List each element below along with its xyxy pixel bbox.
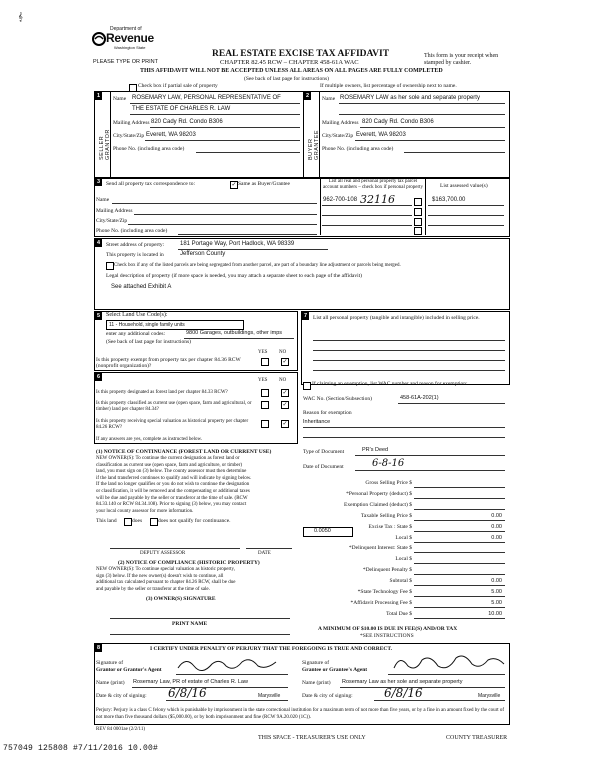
sec3-mail-label: Mailing Address (96, 208, 133, 214)
personal-property-checkbox-4[interactable] (414, 227, 422, 235)
doc-date-label: Date of Document (303, 464, 344, 470)
personal-property-label: List all personal property (tangible and intangible) included in selling price. (313, 315, 480, 321)
warning-text: THIS AFFIDAVIT WILL NOT BE ACCEPTED UNLESS ALL AREAS ON ALL PAGES ARE FULLY COMPLETED (140, 68, 443, 74)
minimum-due-note: A MINIMUM OF $10.00 IS DUE IN FEE(S) AND/OR TAX (318, 626, 458, 632)
historic-question: Is this property receiving special valuation as historical property per chapter 84.26 RCW? (96, 419, 249, 430)
tax-row-label: Subtotal $ (389, 578, 412, 584)
dor-logo (92, 26, 152, 58)
grantor-city-value[interactable]: Marysville (258, 693, 281, 699)
street-value[interactable]: 181 Portage Way, Port Hadlock, WA 98339 (180, 241, 295, 247)
notice-continuance-line: NEW OWNER(S): To continue the current designation as forest land or (96, 456, 240, 461)
section-7-number: 7 (303, 313, 308, 319)
grantee-signature (392, 652, 506, 674)
notice-continuance-line: If the land no longer qualifies or you do not wish to continue the designation (96, 482, 250, 488)
tax-row-line (414, 531, 505, 532)
tax-row-value[interactable]: 10.00 (488, 611, 502, 617)
receipt-note: This form is your receipt when stamped by cashier. (424, 53, 499, 66)
exempt-question: Is this property exempt from property tax per chapter 84.36 RCW (nonprofit organization)? (96, 357, 241, 369)
does-label: does (132, 518, 143, 524)
notice-compliance-body (96, 567, 236, 593)
grantor-sig-label2: Grantor or Grantor's Agent (96, 667, 162, 673)
seller-city-label: City/State/Zip (113, 133, 145, 139)
forest-yes-checkbox[interactable] (261, 389, 269, 397)
grantor-name-value[interactable]: Rosemary Law, PR of estate of Charles R. Law (133, 679, 248, 685)
sec3-name-label: Name (96, 197, 110, 203)
seller-mail-label: Mailing Address (113, 120, 150, 126)
deputy-assessor-label: DEPUTY ASSESSOR (140, 551, 186, 556)
buyer-side-label: BUYER GRANTEE (308, 129, 320, 160)
notice-continuance-line: will be due and payable by the seller or transferor at the time of sale. (RCW (96, 495, 248, 501)
county-treasurer: COUNTY TREASURER (446, 735, 508, 741)
rev-number: REV 84 0001ae (2/2/11) (96, 727, 146, 732)
print-name-label: PRINT NAME (172, 621, 208, 627)
tax-row-value[interactable]: 0.00 (491, 513, 502, 519)
does-not-checkbox[interactable] (150, 518, 158, 526)
personal-property-checkbox-3[interactable] (414, 218, 422, 226)
notice-continuance-line: land, you must sign on (3) below. The county assessor must then determine (96, 469, 247, 475)
perjury-text: Perjury: Perjury is a class C felony which is punishable by imprisonment in the state correctional institution for a maximum term of not more than five years, or by a fine in an amount fixed by the court of not more than five thousand dollars ($5,000.00), or by both imprisonment and fine (RCW 9A.20.020 (1C)). (96, 708, 505, 720)
notice-continuance-body (96, 456, 251, 515)
wac-value[interactable]: 458-61A-202(1) (400, 395, 439, 401)
tax-row-label: Total Due $ (386, 611, 412, 617)
sec5-no-header: NO (279, 350, 287, 355)
tax-row-line (414, 618, 505, 619)
parcel-header: List all real and personal property tax parcel account numbers – check box if personal property (322, 179, 424, 190)
assessed-header: List assessed value(s) (440, 183, 488, 189)
section-6-number: 6 (96, 374, 101, 380)
seller-phone-label: Phone No. (including area code) (113, 146, 185, 152)
form-chapter: CHAPTER 82.45 RCW – CHAPTER 458-61A WAC (220, 59, 359, 66)
segregated-checkbox[interactable] (106, 262, 114, 270)
county-label: This property is located in (106, 252, 164, 258)
form-title: REAL ESTATE EXCISE TAX AFFIDAVIT (212, 49, 390, 59)
land-use-select[interactable] (106, 320, 244, 330)
section-7-box (301, 311, 510, 385)
notice-continuance-title: (1) NOTICE OF CONTINUANCE (FOREST LAND OR CURRENT USE) (96, 449, 272, 455)
does-checkbox[interactable] (124, 518, 132, 526)
section-1-number: 1 (96, 93, 101, 99)
tax-row-value[interactable]: 5.00 (491, 589, 502, 595)
sec5-yes-header: YES (258, 350, 268, 355)
see-instructions-note: *SEE INSTRUCTIONS (360, 633, 414, 639)
tax-row-label: Gross Selling Price $ (365, 480, 412, 486)
partial-sale-label: Check box if partial sale of property (138, 83, 218, 89)
answer-note: If any answers are yes, complete as instructed below. (96, 437, 203, 442)
additional-codes-value[interactable]: 9800 Garages, outbuildings, other imps (186, 330, 283, 336)
owner-signature-label: (3) OWNER(S) SIGNATURE (146, 596, 216, 602)
section-3-number: 3 (96, 179, 101, 185)
notice-continuance-line: or classification, it will be removed and the compensating or additional taxes (96, 488, 250, 494)
grantee-sig-label2: Grantee or Grantee's Agent (302, 667, 368, 673)
tax-row-value[interactable]: 0.00 (491, 535, 502, 541)
exhibit-text: See attached Exhibit A (111, 284, 172, 290)
grantor-signature (176, 654, 286, 674)
seller-side-label: SELLER GRANTOR (99, 129, 111, 160)
tax-row-line (414, 607, 505, 608)
tax-row-label: *Delinquent Penalty $ (362, 567, 412, 573)
tax-row-label: Excise Tax : State $ (368, 524, 412, 530)
tax-row-line (414, 585, 505, 586)
historic-no-checkbox[interactable]: ✓ (282, 420, 288, 427)
tax-row-line (414, 596, 505, 597)
additional-codes-label: enter any additional codes: (106, 331, 166, 337)
seller-city-value[interactable]: Everett, WA 98203 (146, 132, 196, 138)
send-correspondence-label: Send all property tax correspondence to: (106, 181, 196, 187)
tax-row-line (414, 487, 505, 488)
sec3-city-label: City/State/Zip (96, 218, 128, 224)
tax-row-label: Local $ (395, 535, 412, 541)
current-use-no-checkbox[interactable]: ✓ (282, 401, 288, 408)
tax-row-line (414, 574, 505, 575)
legal-description-label: Legal description of property (if more space is needed, you may attach a separate sheet to each page of the affidavit) (106, 273, 362, 279)
reason-label: Reason for exemption (303, 410, 352, 416)
logo-name-text: Revenue (106, 31, 154, 45)
tax-row-line (414, 542, 505, 543)
doc-type-label: Type of Document (303, 449, 345, 455)
buyer-mail-label: Mailing Address (322, 120, 359, 126)
certify-text: I CERTIFY UNDER PENALTY OF PERJURY THAT THE FOREGOING IS TRUE AND CORRECT. (150, 646, 393, 652)
notice-continuance-line: if the land transferred continues to qualify and will indicate by signing below. (96, 475, 252, 481)
logo-swirl-icon (92, 32, 106, 46)
tax-row-line (414, 509, 505, 510)
grantor-name-label: Name (print) (96, 680, 125, 686)
same-as-buyer-label: Same as Buyer/Grantee (238, 181, 290, 187)
tax-row-value[interactable]: 5.00 (491, 600, 502, 606)
buyer-name-label: Name (322, 96, 336, 102)
grantor-date-label: Date & city of signing: (96, 693, 147, 699)
county-value: Jefferson County (180, 251, 226, 257)
grantee-date-value[interactable]: 6/8/16 (384, 686, 423, 700)
personal-property-checkbox-1[interactable] (414, 198, 422, 206)
see-back-top: (See back of last page for instructions) (244, 76, 329, 82)
notice-compliance-line: and payable by the seller or transferor at the time of sale. (96, 586, 210, 592)
scan-mark: 𝄞 (18, 12, 23, 21)
parcel-handwritten: 32116 (360, 193, 395, 206)
section-2-number: 2 (305, 93, 310, 99)
land-label: This land (96, 518, 117, 524)
reason-value[interactable]: Inheritance (303, 419, 331, 425)
grantor-sig-label1: Signature of (96, 660, 124, 666)
sec6-no-header: NO (279, 378, 287, 383)
please-type: PLEASE TYPE OR PRINT (93, 59, 159, 65)
local-rate-value: 0.0050 (314, 528, 331, 534)
land-use-code: 11 - Household, single family units (109, 322, 185, 328)
treasurer-stamp: 757049 125808 #7/11/2016 10.00# (3, 744, 159, 753)
notice-continuance-line: classification as current use (open space, farm and agriculture, or timber) (96, 462, 243, 468)
tax-row-label: *Personal Property (deduct) $ (346, 491, 412, 497)
sec5-see-back: (See back of last page for instructions) (106, 339, 191, 345)
notice-compliance-line: sign (3) below. If the new owner(s) doesn't wish to continue, all (96, 573, 224, 579)
logo-state-text: Washington State (114, 45, 146, 50)
notice-compliance-line: NEW OWNER(S): To continue special valuation as historic property, (96, 567, 235, 572)
historic-yes-checkbox[interactable] (261, 420, 269, 428)
tax-row-line (414, 552, 505, 553)
grantor-date-value[interactable]: 6/8/16 (168, 686, 207, 700)
tax-row-line (414, 520, 505, 521)
grantee-name-value[interactable]: Rosemary Law as her sole and separate property (342, 679, 463, 685)
grantee-date-label: Date & city of signing: (302, 693, 353, 699)
does-not-label: does not qualify for continuance. (158, 518, 231, 524)
forest-question: Is this property designated as forest land per chapter 84.33 RCW? (96, 390, 228, 395)
current-use-question: Is this property classified as current use (open space, farm and agricultural, or timber) land per chapter 84.34? (96, 401, 252, 412)
assessed-value[interactable]: $163,700.00 (432, 197, 466, 203)
notice-compliance-line: additional tax calculated pursuant to chapter 84.26 RCW, shall be due (96, 580, 236, 586)
grantee-name-label: Name (print) (302, 680, 331, 686)
notice-continuance-line: your local county assessor for more information. (96, 508, 194, 514)
tax-row-label: Taxable Selling Price $ (360, 513, 412, 519)
seller-name-label: Name (113, 96, 127, 102)
tax-row-value[interactable]: 0.00 (491, 524, 502, 530)
tax-row-label: *Delinquent Interest: State $ (348, 545, 412, 551)
exempt-yes-checkbox[interactable] (261, 358, 269, 366)
buyer-mail-value[interactable]: 820 Cady Rd. Condo B306 (362, 119, 434, 125)
parcel-number-value[interactable]: 962-700-108 (323, 197, 358, 203)
seller-mail-value[interactable]: 820 Cady Rd. Condo B306 (151, 119, 223, 125)
tax-row-value[interactable]: 0.00 (491, 578, 502, 584)
same-as-buyer-checkbox[interactable]: ✓ (231, 181, 237, 188)
exemption-checkbox[interactable] (303, 382, 311, 390)
exempt-no-checkbox[interactable]: ✓ (282, 358, 288, 365)
deputy-date-label: DATE (258, 551, 271, 556)
seller-name2-value[interactable]: THE ESTATE OF CHARLES R. LAW (132, 106, 231, 112)
street-label: Street address of property: (106, 242, 165, 248)
current-use-yes-checkbox[interactable] (261, 401, 269, 409)
local-rate-box[interactable] (303, 527, 353, 537)
segregated-label: Check box if any of the listed parcels are being segregated from another parcel, are part of a boundary line adjustment or parcels being merged. (114, 263, 401, 268)
sec6-yes-header: YES (258, 378, 268, 383)
tax-row-line (414, 563, 505, 564)
exemption-label: If claiming an exemption, list WAC number and reason for exemption: (312, 381, 468, 387)
forest-no-checkbox[interactable]: ✓ (282, 389, 288, 396)
tax-row-label: *State Technology Fee $ (357, 589, 412, 595)
wac-label: WAC No. (Section/Subsection) (303, 396, 372, 402)
buyer-phone-label: Phone No. (including area code) (322, 146, 394, 152)
grantee-sig-label1: Signature of (302, 660, 330, 666)
notice-continuance-line: 84.33.140 or RCW 84.34.108). Prior to signing (3) below, you may contact (96, 502, 247, 508)
logo-dept-text: Department of (110, 26, 142, 32)
doc-date-value[interactable]: 6-8-16 (372, 458, 405, 469)
notice-compliance-title: (2) NOTICE OF COMPLIANCE (HISTORIC PROPERTY) (118, 560, 260, 566)
buyer-name-value[interactable]: ROSEMARY LAW as her sole and separate property (340, 95, 480, 101)
buyer-city-value[interactable]: Everett, WA 98203 (356, 132, 406, 138)
sec3-phone-label: Phone No. (including area code) (96, 228, 168, 234)
seller-name-value[interactable]: ROSEMARY LAW, PERSONAL REPRESENTATIVE OF (132, 95, 281, 101)
tax-row-label: *Affidavit Processing Fee $ (350, 600, 412, 606)
section-4-number: 4 (96, 240, 101, 246)
grantee-city-value[interactable]: Marysville (478, 693, 501, 699)
personal-property-checkbox-2[interactable] (414, 208, 422, 216)
buyer-city-label: City/State/Zip (322, 133, 354, 139)
tax-row-line (414, 498, 505, 499)
tax-row-label: Exemption Claimed (deduct) $ (344, 502, 412, 508)
section-8-number: 8 (96, 645, 101, 651)
treasurer-space: THIS SPACE - TREASURER'S USE ONLY (258, 735, 366, 741)
doc-type-value[interactable]: PR's Deed (362, 447, 389, 453)
land-use-label: Select Land Use Code(s): (106, 312, 168, 318)
multiple-owners-note: If multiple owners, list percentage of ownership next to name. (320, 83, 457, 89)
section-5-number: 5 (96, 313, 101, 319)
tax-row-label: Local $ (395, 556, 412, 562)
